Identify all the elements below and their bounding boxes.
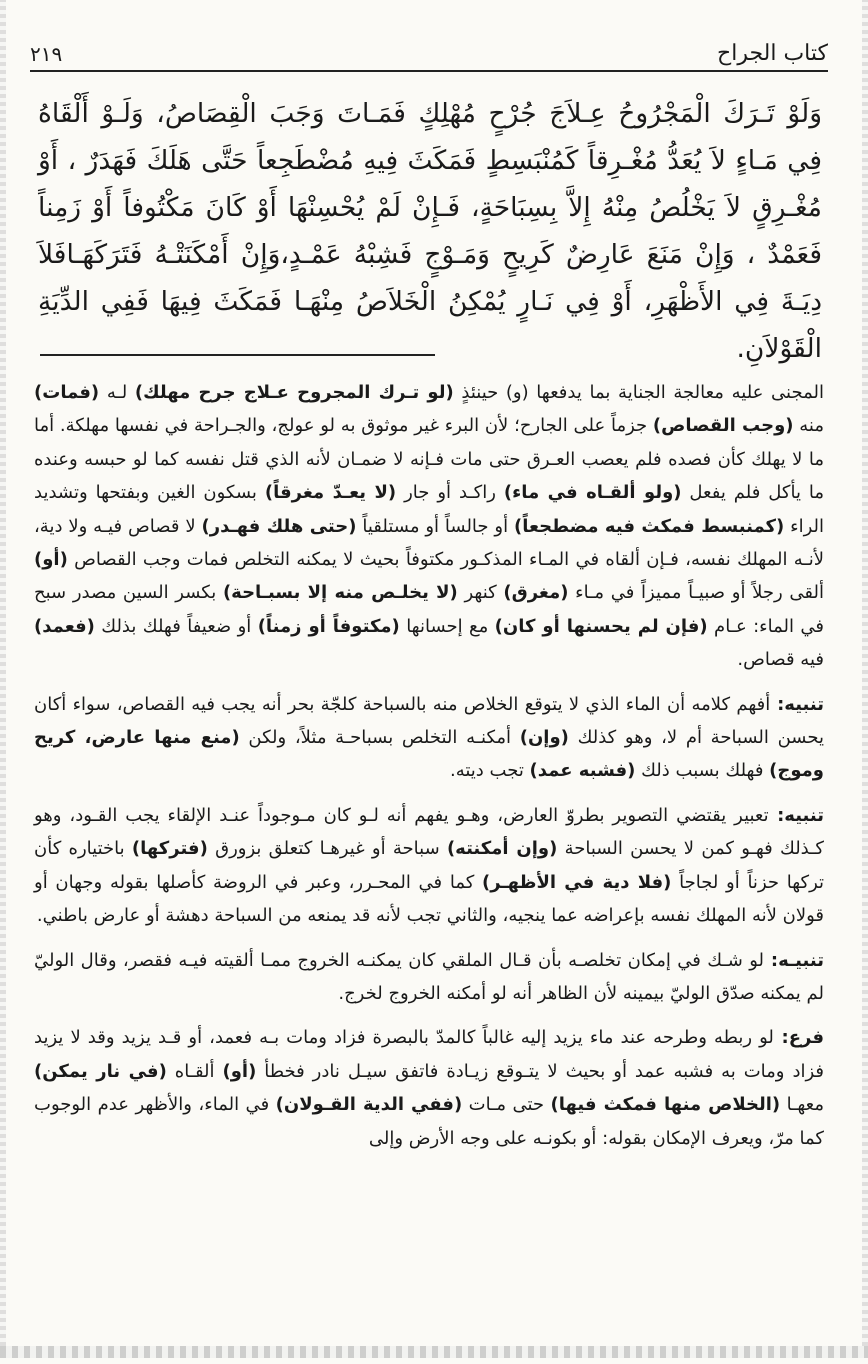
- quoted-matn-phrase: تنبيه:: [770, 693, 825, 715]
- quoted-matn-phrase: (لا يعـدّ مغرقاً): [264, 482, 397, 504]
- quoted-matn-phrase: (فإن لم يحسنها أو كان): [494, 615, 708, 637]
- page-edge-right: [862, 0, 868, 1346]
- commentary-text: كنهر: [457, 582, 504, 604]
- quoted-matn-phrase: (حتى هلك فهـدر): [201, 515, 357, 537]
- commentary-text: كما في المحـرر، وعبر في الروضة كأصلها بقوله وجهان أو قولان لأنه المهلك نفسه بإعراضه عما ينجيه، والثاني تجب لأنه قد يمنعه من السباحة دهشة أو عارض باطني.: [34, 871, 824, 927]
- commentary-text: معهـا: [780, 1094, 824, 1116]
- quoted-matn-phrase: (فمات): [34, 382, 100, 403]
- quoted-matn-phrase: (أو): [34, 549, 68, 571]
- main-text: وَلَوْ تَـرَكَ الْمَجْرُوحُ عِـلاَجَ جُرْحٍ مُهْلِكٍ فَمَـاتَ وَجَبَ الْقِصَاصُ، وَلَـوْ أَلْقَاهُ فِي مَـاءٍ لاَ يُعَدُّ مُغْـرِقاً كَمُنْبَسِطٍ فَمَكَثَ فِيهِ مُضْطَجِعاً حَتَّى هَلَكَ فَهَدَرٌ ، أَوْ مُغْـرِقٍ لاَ يَخْلُصُ مِنْهُ إِلاَّ بِسِبَاحَةٍ، فَـإِنْ لَمْ يُحْسِنْهَا أَوْ كَانَ مَكْتُوفاً أَوْ زَمِناً فَعَمْدٌ ، وَإِنْ مَنَعَ عَارِضٌ كَرِيحٍ وَمَـوْجٍ فَشِبْهُ عَمْـدٍ،وَإِنْ أَمْكَنَتْـهُ فَتَرَكَهَـافَلاَ دِيَـةَ فِي الأَظْهَرِ، أَوْ فِي نَـارٍ يُمْكِنُ الْخَلاَصُ مِنْهَـا فَمَكَثَ فِيهَا فَفِي الدِّيَةِ الْقَوْلاَنِ.: [38, 98, 822, 364]
- note-paragraph: [34, 688, 824, 788]
- commentary-text: تجب ديته.: [449, 760, 530, 782]
- page-number: ٢١٩: [30, 42, 63, 66]
- commentary-text: فهلك بسبب ذلك: [635, 760, 770, 782]
- decorative-border: [0, 1346, 868, 1358]
- page-header: [30, 30, 828, 72]
- commentary-text: ألقـاه: [166, 1060, 223, 1082]
- commentary-text: سباحة أو غيرهـا كتعلق بزورق: [207, 838, 447, 860]
- commentary-text: بكسر السين مصدر سبح في الماء: عـام: [34, 582, 824, 637]
- quoted-matn-phrase: تنبيه:: [768, 804, 824, 826]
- note-paragraph: [34, 944, 824, 1011]
- commentary-text: أفهم كلامه أن الماء الذي لا يتوقع الخلاص منه بالسباحة كلجّة بحر أنه يجب فيه القصاص، سواء أكان يحسن السباحة أم لا، وهو كذلك: [34, 693, 824, 749]
- quoted-matn-phrase: (وإن): [519, 727, 569, 749]
- quoted-matn-phrase: تنبيـه:: [763, 949, 824, 971]
- quoted-matn-phrase: (لو تـرك المجروح عـلاج جرح مهلك): [134, 382, 454, 403]
- quoted-matn-phrase: (كمنبسط فمكث فيه مضطجعاً): [513, 515, 785, 537]
- quoted-matn-phrase: (لا يخلـص منه إلا بسبـاحة): [222, 582, 458, 604]
- commentary-paragraph: [34, 376, 824, 677]
- quoted-matn-phrase: فرع:: [773, 1027, 824, 1049]
- commentary-text: أمكنـه التخلص بسباحـة مثلاً، ولكن: [239, 727, 520, 749]
- quoted-matn-phrase: (وجب القصاص): [652, 415, 794, 437]
- commentary-text: جزماً على الجارح؛ لأن البرء غير موثوق به لو عولج، والجـراحة في نفسها مهلكة. أما ما لا يهلك كأن فصده فلم يعصب العـرق حتى مات فـإنه لا ضمـان لأنه الذي قتل نفسه كما لو حبسه وعنده ما يأكل فلم يفعل: [34, 415, 825, 504]
- commentary-text: في الماء، والأظهر عدم الوجوب كما مرّ، ويعرف الإمكان بقوله: أو بكونـه على وجه الأرض وإلى: [34, 1094, 824, 1149]
- commentary-text: بسكون الغين وبفتحها وتشديد الراء: [34, 482, 825, 537]
- quoted-matn-phrase: (ففي الدية القـولان): [275, 1094, 463, 1116]
- quoted-matn-phrase: (منع منها عارض، كريح وموج): [34, 727, 824, 782]
- separator-line: [40, 354, 435, 356]
- commentary-text: لا قصاص فيـه ولا دية، لأنـه المهلك نفسه، فـإن ألقاه في المـاء المذكـور مكتوفاً بحيث لا يمكنه التخلص فمات وجب القصاص: [34, 515, 824, 571]
- commentary-text: مع إحسانها: [399, 615, 495, 637]
- note-paragraph: [34, 799, 824, 933]
- commentary-text: لو شـك في إمكان تخلصـه بأن قـال الملقي كان يمكنـه الخروج ممـا ألقيته فيـه فقصر، وقال الوليّ لم يمكنه صدّق الوليّ بيمينه لأن الظاهر أنه لو أمكنه الخروج لخرج.: [34, 949, 824, 1004]
- quoted-matn-phrase: (وإن أمكنته): [446, 838, 558, 860]
- commentary: [34, 376, 824, 1166]
- quoted-matn-phrase: (أو): [222, 1060, 257, 1082]
- quoted-matn-phrase: (مغرق): [503, 582, 569, 604]
- commentary-text: تعبير يقتضي التصوير بطروّ العارض، وهـو يفهم أنه لـو كان مـوجوداً عنـد الإلقاء يجب القـود، وهو كـذلك فهـو كمن لا يحسن السباحة: [34, 804, 824, 860]
- quoted-matn-phrase: (فعمد): [34, 615, 95, 637]
- quoted-matn-phrase: (ولو ألقـاه في ماء): [503, 482, 682, 504]
- commentary-text: أو جالساً أو مستلقياً: [356, 515, 514, 537]
- commentary-text: راكـد أو جار: [396, 482, 504, 504]
- commentary-text: المجنى عليه معالجة الجناية بما يدفعها (و) حينئذٍ: [453, 382, 824, 403]
- commentary-text: أو ضعيفاً فهلك بذلك: [94, 615, 258, 637]
- book-title: كتاب الجراح: [717, 41, 828, 66]
- quoted-matn-phrase: (الخلاص منها فمكث فيها): [550, 1094, 781, 1116]
- commentary-text: لو ربطه وطرحه عند ماء يزيد إليه غالباً كالمدّ بالبصرة فزاد ومات بـه فعمد، أو قـد يزيد وقد لا يزيد فزاد ومات به فشبه عمد أو بحيث لا يتـوقع زيـادة فاتفق سيـل نادر فخطأ: [34, 1027, 825, 1082]
- branch-paragraph: [34, 1021, 824, 1155]
- quoted-matn-phrase: (فلا دية في الأظهـر): [482, 871, 672, 893]
- commentary-text: لـه: [99, 382, 135, 403]
- commentary-text: باختياره كأن تركها حزناً أو لجاجاً: [34, 838, 825, 893]
- quoted-matn-phrase: (في نار يمكن): [34, 1060, 167, 1082]
- quoted-matn-phrase: (فشبه عمد): [529, 760, 636, 782]
- commentary-text: منه: [793, 415, 824, 437]
- commentary-text: حتى مـات: [462, 1094, 551, 1116]
- commentary-text: فيه قصاص.: [737, 649, 824, 671]
- quoted-matn-phrase: (مكتوفاً أو زمناً): [257, 615, 400, 637]
- page-edge-left: [0, 0, 6, 1346]
- quoted-matn-phrase: (فتركها): [131, 838, 208, 860]
- commentary-text: ألقى رجلاً أو صبيـاً مميزاً في مـاء: [568, 582, 824, 604]
